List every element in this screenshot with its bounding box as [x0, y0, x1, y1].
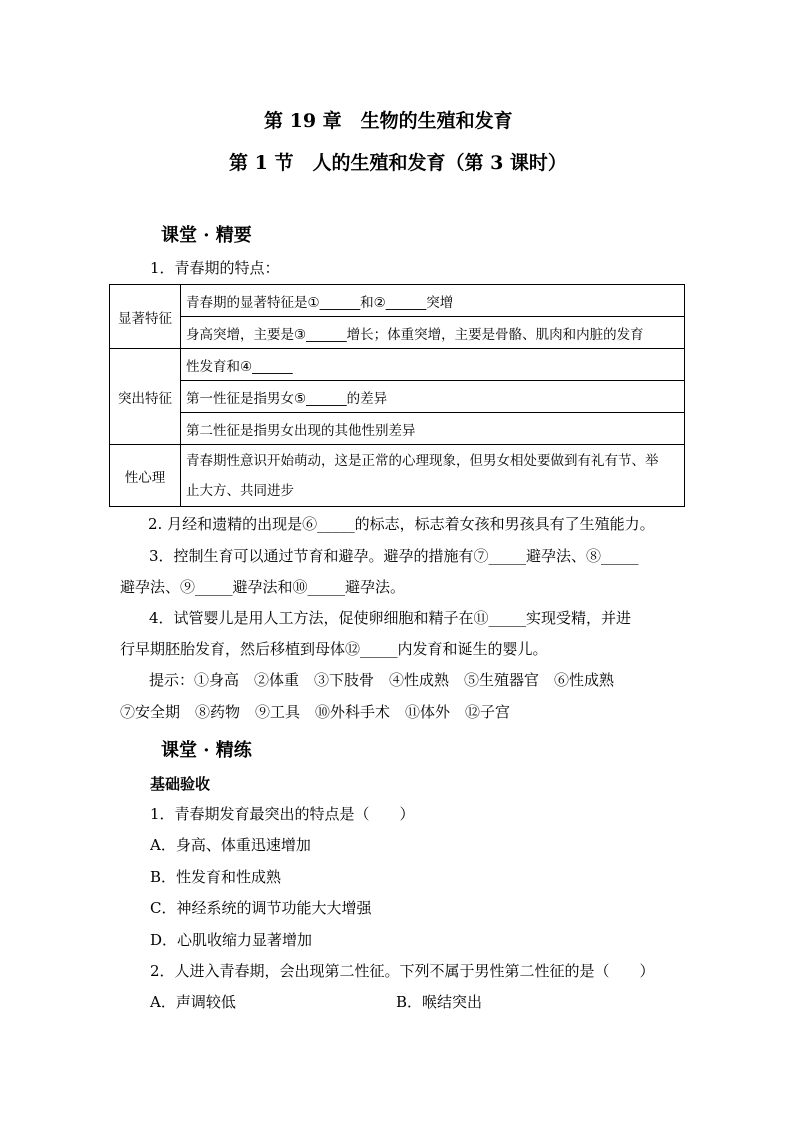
table-cell: 青春期的显著特征是①______和②______突增	[181, 285, 685, 317]
question-4-line-2: 行早期胚胎发育，然后移植到母体⑫_____内发育和诞生的婴儿。	[120, 640, 548, 658]
hint-line-2: ⑦安全期 ⑧药物 ⑨工具 ⑩外科手术 ⑪体外 ⑫子宫	[120, 703, 511, 721]
question-2: 2. 月经和遗精的出现是⑥_____的标志，标志着女孩和男孩具有了生殖能力。	[148, 515, 655, 533]
chapter-title: 第 19 章 生物的生殖和发育	[264, 110, 513, 132]
table-cell: 身高突增，主要是③______增长；体重突增，主要是骨骼、肌肉和内脏的发育	[181, 317, 685, 349]
table-category-notable: 显著特征	[110, 285, 181, 349]
option-b: B．喉结突出	[396, 993, 483, 1011]
exercise-1-stem: 1．青春期发育最突出的特点是（ ）	[150, 805, 415, 823]
table-cell: 第一性征是指男女⑤______的差异	[181, 381, 685, 413]
question-3-line-2: 避孕法、⑨_____避孕法和⑩_____避孕法。	[120, 578, 406, 596]
option-a: A．声调较低	[150, 993, 236, 1011]
section-title: 第 1 节 人的生殖和发育（第 3 课时）	[229, 152, 567, 174]
table-cell: 性发育和④______	[181, 349, 685, 381]
hint-line-1: 提示：①身高 ②体重 ③下肢骨 ④性成熟 ⑤生殖器官 ⑥性成熟	[149, 671, 615, 689]
table-category-psychology: 性心理	[110, 445, 181, 507]
question-1-intro: 1．青春期的特点：	[150, 259, 280, 277]
option-c: C．神经系统的调节功能大大增强	[150, 899, 372, 917]
question-4-line-1: 4．试管婴儿是用人工方法，促使卵细胞和精子在⑪_____实现受精，并进	[149, 609, 632, 627]
table-category-prominent: 突出特征	[110, 349, 181, 445]
jinglian-heading: 课堂 · 精练	[161, 740, 252, 761]
puberty-features-table	[109, 284, 685, 507]
question-3-line-1: 3．控制生育可以通过节育和避孕。避孕的措施有⑦_____避孕法、⑧_____	[149, 547, 639, 565]
exercise-2-stem: 2．人进入青春期，会出现第二性征。下列不属于男性第二性征的是（ ）	[150, 962, 655, 980]
table-cell	[181, 445, 685, 507]
table-cell: 第二性征是指男女出现的其他性别差异	[181, 413, 685, 445]
table-cell-line: 青春期性意识开始萌动，这是正常的心理现象，但男女相处要做到有礼有节、举	[186, 452, 659, 469]
option-b: B．性发育和性成熟	[150, 868, 282, 886]
jingyao-heading: 课堂 · 精要	[161, 225, 252, 246]
table-cell-line: 止大方、共同进步	[186, 482, 294, 499]
subheading-basic-check: 基础验收	[150, 775, 211, 793]
option-d: D．心肌收缩力显著增加	[150, 931, 313, 949]
option-a: A．身高、体重迅速增加	[150, 836, 311, 854]
